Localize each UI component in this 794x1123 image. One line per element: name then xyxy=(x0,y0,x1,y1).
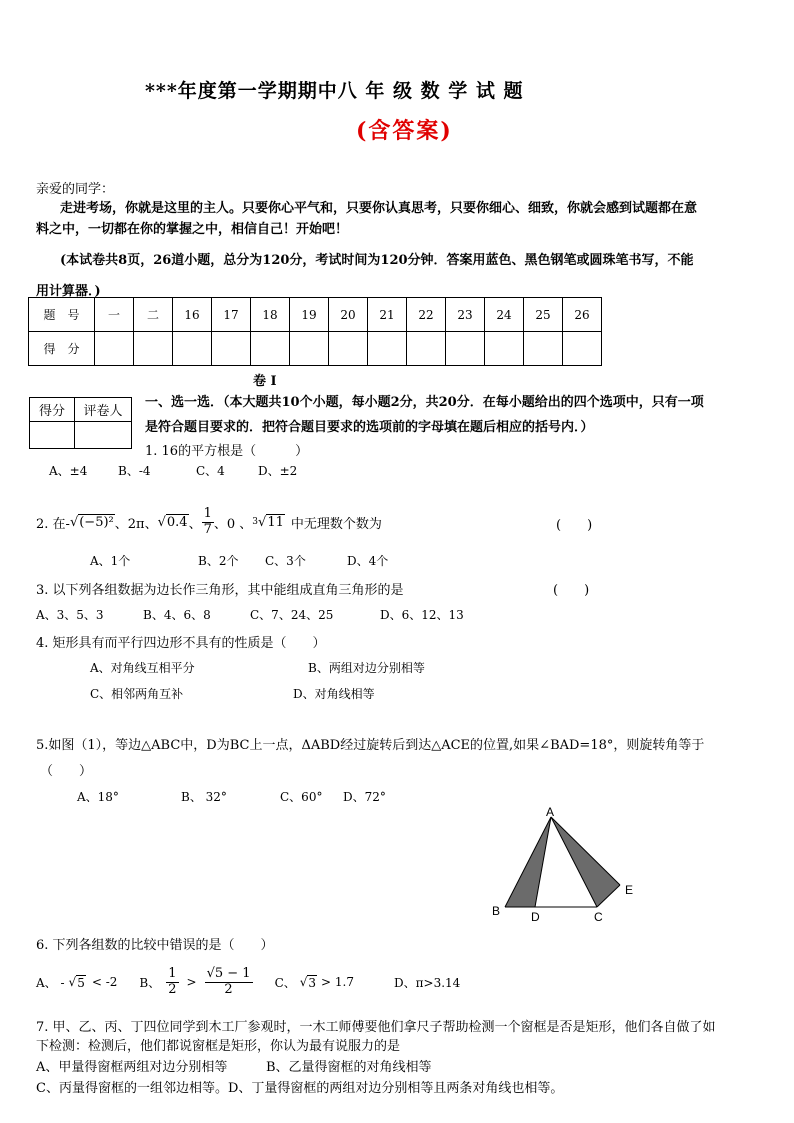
score-table-col: 20 xyxy=(329,298,368,332)
q4-option-b: B、两组对边分别相等 xyxy=(308,661,425,675)
figure-label-b: B xyxy=(492,904,501,918)
section-label: 卷 I xyxy=(253,374,277,389)
score-table-score-row xyxy=(29,332,602,366)
q6-option-b-prefix: B、 xyxy=(139,975,161,990)
intro-greeting: 亲爱的同学： xyxy=(36,182,115,197)
score-table-col: 22 xyxy=(407,298,446,332)
q2-fraction xyxy=(202,507,214,538)
q2-stem xyxy=(36,507,382,538)
q3-option-b: B、4、6、8 xyxy=(143,608,211,622)
q6-option-b-op: > xyxy=(186,975,197,989)
q7-option-a: A、甲量得窗框两组对边分别相等 xyxy=(36,1060,228,1075)
q2-sep-1: 、2π、 xyxy=(114,516,158,532)
q1-option-c: C、4 xyxy=(196,464,225,478)
q5-triangle-figure xyxy=(480,805,650,930)
score-cell[interactable] xyxy=(212,332,251,366)
part1-heading-line-2: 是符合题目要求的．把符合题目要求的选项前的字母填在题后相应的括号内．） xyxy=(145,420,594,435)
q1-option-b: B、-4 xyxy=(118,464,151,478)
q7-option-b: B、乙量得窗框的对角线相等 xyxy=(266,1060,432,1075)
q2-cube-index: 3 xyxy=(252,517,259,528)
grader-name-label: 评卷人 xyxy=(75,398,132,422)
q4-option-a: A、对角线互相平分 xyxy=(90,661,195,675)
q5-option-d: D、72° xyxy=(343,790,386,804)
q3-answer-bracket[interactable]: ( ) xyxy=(553,583,590,598)
intro-line-1: 走进考场，你就是这里的主人。只要你心平气和，只要你认真思考，只要你细心、细致，你就会感到试题都在意 xyxy=(60,201,698,216)
score-cell[interactable] xyxy=(329,332,368,366)
q6-option-a-suffix: < -2 xyxy=(91,975,118,989)
q5-answer-bracket[interactable]: （ ） xyxy=(40,764,93,779)
sqrt-icon: √ xyxy=(69,514,79,530)
score-table-col: 17 xyxy=(212,298,251,332)
score-cell[interactable] xyxy=(563,332,602,366)
grader-name-cell[interactable] xyxy=(75,422,132,449)
score-table-col: 一 xyxy=(95,298,134,332)
q6-options xyxy=(36,962,460,1002)
q6-option-b-den-1: 2 xyxy=(168,981,177,997)
sqrt-icon: √ xyxy=(157,514,166,530)
score-cell[interactable] xyxy=(134,332,173,366)
score-table-header-row xyxy=(29,298,602,332)
q2-prefix: 2. 在- xyxy=(36,516,70,532)
triangle-ace-shaded xyxy=(551,817,620,907)
q5-option-b: B、 32° xyxy=(181,790,227,804)
q3-option-c: C、7、24、25 xyxy=(250,608,334,622)
q2-frac-den: 7 xyxy=(203,521,212,537)
q3-option-a: A、3、5、3 xyxy=(36,608,104,622)
q5-stem: 5.如图（1），等边△ABC中，D为BC上一点，ΔABD经过旋转后到达△ACE的位置,如果∠BAD=18°，则旋转角等于 xyxy=(36,738,705,753)
q4-stem: 4. 矩形具有而平行四边形不具有的性质是（ ） xyxy=(36,636,326,651)
q2-frac-num: 1 xyxy=(203,506,212,521)
q4-option-c: C、相邻两角互补 xyxy=(90,687,184,701)
score-cell[interactable] xyxy=(251,332,290,366)
q4-option-d: D、对角线相等 xyxy=(293,687,375,701)
score-cell[interactable] xyxy=(485,332,524,366)
sqrt-icon: √ xyxy=(258,514,267,530)
score-table-col: 24 xyxy=(485,298,524,332)
page-subtitle: (含答案) xyxy=(356,118,453,144)
q6-option-b-num-2: √5 − 1 xyxy=(206,965,251,981)
q2-answer-bracket[interactable]: ( ) xyxy=(556,518,593,533)
q6-option-c-prefix: C、 xyxy=(274,975,296,990)
q5-option-c: C、60° xyxy=(280,790,323,804)
figure-label-e: E xyxy=(625,883,634,897)
intro-note-line-1: (本试卷共8页，26道小题，总分为120分，考试时间为120分钟．答案用蓝色、黑色钢笔或圆珠笔书写，不能 xyxy=(60,253,694,268)
score-table xyxy=(28,297,602,366)
score-table-col: 19 xyxy=(290,298,329,332)
q3-stem: 3. 以下列各组数据为边长作三角形，其中能组成直角三角形的是 xyxy=(36,583,404,598)
score-table-row-label: 题 号 xyxy=(29,298,95,332)
q2-radicand-3: 11 xyxy=(267,515,284,531)
q7-line-1: 7. 甲、乙、丙、丁四位同学到木工厂参观时，一木工师傅要他们拿尺子帮助检测一个窗框是否是矩形，他们各自做了如 xyxy=(36,1020,716,1035)
figure-label-d: D xyxy=(531,910,540,924)
score-table-col: 25 xyxy=(524,298,563,332)
sqrt-icon: √ xyxy=(68,975,77,989)
intro-note-line-2: 用计算器．) xyxy=(36,284,101,299)
score-table-col: 16 xyxy=(173,298,212,332)
q7-line-2: 下检测：检测后，他们都说窗框是矩形，你认为最有说服力的是 xyxy=(36,1039,401,1054)
q5-option-a: A、18° xyxy=(77,790,119,804)
q3-option-d: D、6、12、13 xyxy=(380,608,464,622)
q1-option-d: D、±2 xyxy=(258,464,298,478)
q6-option-b-frac-2 xyxy=(205,967,253,998)
q2-option-a: A、1个 xyxy=(90,554,131,568)
score-cell[interactable] xyxy=(95,332,134,366)
q7-options-cd: C、丙量得窗框的一组邻边相等。D、丁量得窗框的两组对边分别相等且两条对角线也相等。 xyxy=(36,1081,564,1096)
q2-radicand-1: (−5)² xyxy=(79,515,114,531)
q6-option-b-frac-1 xyxy=(166,967,178,998)
q2-sep-2: 、 xyxy=(188,516,202,532)
sqrt-icon: √ xyxy=(299,975,308,989)
score-table-col: 26 xyxy=(563,298,602,332)
score-table-col: 23 xyxy=(446,298,485,332)
grader-box xyxy=(29,397,132,449)
grader-score-cell[interactable] xyxy=(30,422,75,449)
q6-option-a-radicand: 5 xyxy=(77,975,85,990)
part1-heading-line-1: 一、选一选．（本大题共10个小题，每小题2分，共20分．在每小题给出的四个选项中，只有一项 xyxy=(145,395,704,410)
figure-label-c: C xyxy=(594,910,603,924)
q2-radicand-2: 0.4 xyxy=(166,515,188,531)
q2-suffix: 中无理数个数为 xyxy=(290,516,382,532)
q6-option-b-num-1: 1 xyxy=(168,965,177,981)
q2-sep-3: 、0 、 xyxy=(213,516,253,532)
score-cell[interactable] xyxy=(446,332,485,366)
q6-option-a-prefix: A、 - xyxy=(36,975,65,990)
intro-line-2: 料之中，一切都在你的掌握之中，相信自己！开始吧！ xyxy=(36,222,349,237)
score-cell[interactable] xyxy=(173,332,212,366)
score-cell[interactable] xyxy=(290,332,329,366)
q6-stem: 6. 下列各组数的比较中错误的是（ ） xyxy=(36,938,274,953)
figure-label-a: A xyxy=(546,805,555,819)
q6-option-b-den-2: 2 xyxy=(224,981,233,997)
q6-option-c-suffix: > 1.7 xyxy=(321,975,354,989)
q6-option-c-radicand: 3 xyxy=(308,975,317,990)
q6-option-d: D、π>3.14 xyxy=(394,975,461,990)
page-title: ***年度第一学期期中八 年 级 数 学 试 题 xyxy=(145,80,524,102)
score-table-row-label: 得 分 xyxy=(29,332,95,366)
score-cell[interactable] xyxy=(524,332,563,366)
score-table-col: 二 xyxy=(134,298,173,332)
q1-option-a: A、±4 xyxy=(49,464,88,478)
grader-score-label: 得分 xyxy=(30,398,75,422)
q2-option-b: B、2个 xyxy=(198,554,239,568)
score-table-col: 21 xyxy=(368,298,407,332)
q2-option-d: D、4个 xyxy=(347,554,389,568)
q1-stem: 1. 16的平方根是（ ） xyxy=(145,444,309,459)
score-cell[interactable] xyxy=(368,332,407,366)
q2-option-c: C、3个 xyxy=(265,554,306,568)
score-cell[interactable] xyxy=(407,332,446,366)
score-table-col: 18 xyxy=(251,298,290,332)
